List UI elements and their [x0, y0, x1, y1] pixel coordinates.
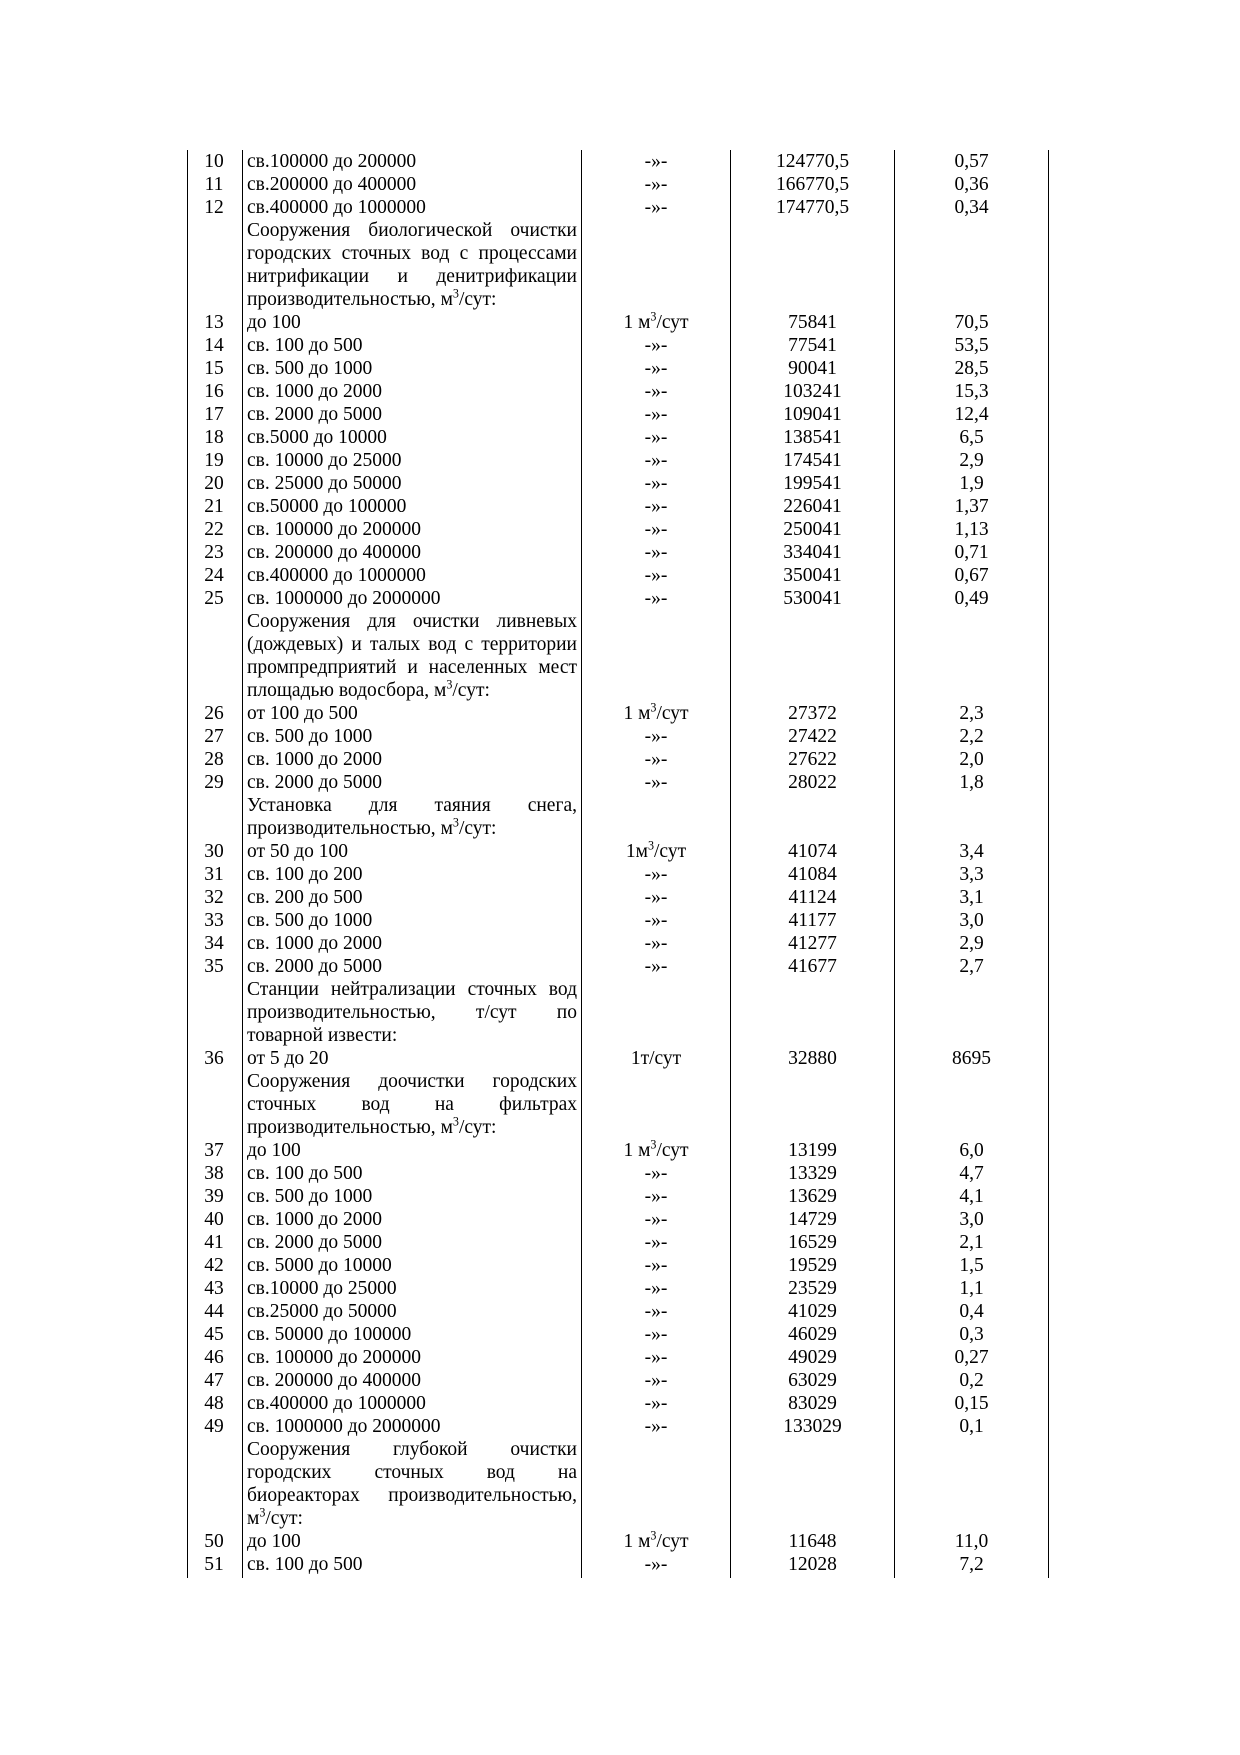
table-section-heading: [188, 978, 1049, 1047]
row-unit: -»-: [582, 1346, 731, 1369]
row-description: до 100: [243, 1139, 582, 1162]
table-row: [188, 1208, 1049, 1231]
row-base-value: 27422: [731, 725, 895, 748]
row-number: 25: [204, 588, 224, 609]
row-unit: -»-: [582, 196, 731, 219]
row-number: 43: [204, 1278, 224, 1299]
row-unit: [582, 1070, 731, 1139]
row-unit: [582, 978, 731, 1047]
row-coefficient: 8695: [952, 1048, 991, 1069]
row-base-value: 334041: [731, 541, 895, 564]
row-base-value: [731, 1070, 895, 1139]
row-description: св. 50000 до 100000: [243, 1323, 582, 1346]
row-unit: -»-: [582, 1415, 731, 1438]
row-number: 22: [204, 519, 224, 540]
table-row: [188, 702, 1049, 725]
table-row: [188, 955, 1049, 978]
row-base-value: [731, 978, 895, 1047]
table-row: [188, 1300, 1049, 1323]
row-coefficient: 0,71: [954, 542, 989, 563]
row-base-value: 199541: [731, 472, 895, 495]
row-base-value: 12028: [731, 1553, 895, 1578]
row-coefficient: 0,36: [954, 174, 989, 195]
row-number: [188, 219, 243, 311]
row-number: [188, 1070, 243, 1139]
row-coefficient: 0,1: [959, 1416, 984, 1437]
row-description: от 50 до 100: [243, 840, 582, 863]
row-coefficient: 1,5: [959, 1255, 984, 1276]
row-number: 17: [204, 404, 224, 425]
row-number: 48: [204, 1393, 224, 1414]
row-number: 40: [204, 1209, 224, 1230]
row-coefficient: 0,34: [954, 197, 989, 218]
row-description: св. 100 до 200: [243, 863, 582, 886]
row-base-value: 13629: [731, 1185, 895, 1208]
row-description: св. 25000 до 50000: [243, 472, 582, 495]
row-description: св. 200000 до 400000: [243, 1369, 582, 1392]
row-description: св. 1000 до 2000: [243, 380, 582, 403]
row-number: 42: [204, 1255, 224, 1276]
row-base-value: 226041: [731, 495, 895, 518]
row-unit: -»-: [582, 1323, 731, 1346]
row-coefficient: 0,2: [959, 1370, 984, 1391]
row-number: 41: [204, 1232, 224, 1253]
row-base-value: 19529: [731, 1254, 895, 1277]
row-description: св.400000 до 1000000: [243, 1392, 582, 1415]
row-description: св. 2000 до 5000: [243, 771, 582, 794]
row-description: св. 500 до 1000: [243, 357, 582, 380]
table-row: [188, 932, 1049, 955]
row-coefficient: 7,2: [959, 1554, 984, 1575]
table-row: [188, 1415, 1049, 1438]
row-unit: -»-: [582, 541, 731, 564]
row-description: св.200000 до 400000: [243, 173, 582, 196]
row-number: 14: [204, 335, 224, 356]
row-description: св. 500 до 1000: [243, 725, 582, 748]
row-base-value: 530041: [731, 587, 895, 610]
row-coefficient: [895, 1438, 1049, 1530]
row-number: 24: [204, 565, 224, 586]
table-body: [188, 150, 1049, 1578]
row-unit: -»-: [582, 932, 731, 955]
row-coefficient: 12,4: [954, 404, 989, 425]
table-row: [188, 449, 1049, 472]
row-coefficient: 4,1: [959, 1186, 984, 1207]
row-description: от 5 до 20: [243, 1047, 582, 1070]
row-number: 12: [204, 197, 224, 218]
row-description: Станции нейтрализации сточных вод производительностью, т/сут по товарной извести:: [243, 978, 582, 1047]
table-row: [188, 403, 1049, 426]
row-coefficient: 3,4: [959, 841, 984, 862]
row-number: 13: [204, 312, 224, 333]
row-number: [188, 610, 243, 702]
row-base-value: 174541: [731, 449, 895, 472]
row-unit: -»-: [582, 955, 731, 978]
row-coefficient: 0,3: [959, 1324, 984, 1345]
row-base-value: 13329: [731, 1162, 895, 1185]
table-row: [188, 725, 1049, 748]
row-unit: -»-: [582, 1208, 731, 1231]
row-description: св. 1000 до 2000: [243, 1208, 582, 1231]
row-number: 10: [204, 151, 224, 172]
row-number: 30: [204, 841, 224, 862]
row-coefficient: 3,1: [959, 887, 984, 908]
row-coefficient: 2,2: [959, 726, 984, 747]
cost-table: [187, 150, 1049, 1578]
row-unit: 1 $м^3$/сут: [582, 1530, 731, 1553]
row-unit: -»-: [582, 1185, 731, 1208]
row-number: 47: [204, 1370, 224, 1391]
row-base-value: 77541: [731, 334, 895, 357]
row-description: св. 5000 до 10000: [243, 1254, 582, 1277]
row-unit: [582, 610, 731, 702]
row-description: св. 1000 до 2000: [243, 748, 582, 771]
row-unit: -»-: [582, 426, 731, 449]
row-base-value: [731, 610, 895, 702]
row-unit: 1 $м^3$/сут: [582, 702, 731, 725]
row-unit: -»-: [582, 334, 731, 357]
row-unit: -»-: [582, 449, 731, 472]
row-unit: -»-: [582, 748, 731, 771]
row-coefficient: 4,7: [959, 1163, 984, 1184]
row-base-value: 124770,5: [731, 150, 895, 173]
table-row: [188, 334, 1049, 357]
row-number: 46: [204, 1347, 224, 1368]
row-coefficient: 1,37: [954, 496, 989, 517]
row-base-value: 41277: [731, 932, 895, 955]
row-description: от 100 до 500: [243, 702, 582, 725]
row-unit: 1 $м^3$/сут: [582, 311, 731, 334]
table-row: [188, 472, 1049, 495]
row-base-value: 16529: [731, 1231, 895, 1254]
row-base-value: 63029: [731, 1369, 895, 1392]
row-description: св. 200000 до 400000: [243, 541, 582, 564]
row-base-value: 27622: [731, 748, 895, 771]
row-base-value: 174770,5: [731, 196, 895, 219]
row-unit: -»-: [582, 1162, 731, 1185]
row-coefficient: 2,1: [959, 1232, 984, 1253]
row-number: 45: [204, 1324, 224, 1345]
row-number: 31: [204, 864, 224, 885]
row-description: св. 10000 до 25000: [243, 449, 582, 472]
row-coefficient: 6,5: [959, 427, 984, 448]
row-description: Сооружения доочистки городских сточных вод на фильтрах производительностью, $м^3$/сут:: [243, 1070, 582, 1139]
row-number: [188, 794, 243, 840]
row-base-value: 27372: [731, 702, 895, 725]
table-section-heading: [188, 1438, 1049, 1530]
row-number: 19: [204, 450, 224, 471]
row-base-value: [731, 219, 895, 311]
row-base-value: [731, 794, 895, 840]
row-unit: [582, 794, 731, 840]
table-row: [188, 1185, 1049, 1208]
row-number: 49: [204, 1416, 224, 1437]
row-description: до 100: [243, 1530, 582, 1553]
row-base-value: 41029: [731, 1300, 895, 1323]
table-row: [188, 1530, 1049, 1553]
row-description: св.400000 до 1000000: [243, 196, 582, 219]
row-base-value: 75841: [731, 311, 895, 334]
row-coefficient: 0,67: [954, 565, 989, 586]
row-unit: -»-: [582, 1553, 731, 1578]
row-coefficient: 28,5: [954, 358, 989, 379]
row-number: 39: [204, 1186, 224, 1207]
row-number: 23: [204, 542, 224, 563]
row-coefficient: 2,9: [959, 450, 984, 471]
row-unit: -»-: [582, 173, 731, 196]
row-number: 28: [204, 749, 224, 770]
row-base-value: 90041: [731, 357, 895, 380]
row-description: св.5000 до 10000: [243, 426, 582, 449]
table-row: [188, 771, 1049, 794]
row-number: 26: [204, 703, 224, 724]
table-row: [188, 150, 1049, 173]
row-number: [188, 1438, 243, 1530]
row-unit: 1 $м^3$/сут: [582, 1139, 731, 1162]
row-unit: -»-: [582, 886, 731, 909]
row-unit: -»-: [582, 357, 731, 380]
table-row: [188, 196, 1049, 219]
row-description: св. 1000 до 2000: [243, 932, 582, 955]
table-row: [188, 1392, 1049, 1415]
row-number: 51: [204, 1554, 224, 1575]
row-coefficient: 1,1: [959, 1278, 984, 1299]
table-row: [188, 587, 1049, 610]
row-coefficient: 1,8: [959, 772, 984, 793]
row-number: 44: [204, 1301, 224, 1322]
row-unit: -»-: [582, 587, 731, 610]
table-row: [188, 1047, 1049, 1070]
row-base-value: 41177: [731, 909, 895, 932]
row-unit: [582, 219, 731, 311]
row-description: св. 100 до 500: [243, 334, 582, 357]
row-description: Сооружения глубокой очистки городских сточных вод на биореакторах производительностью, $м^3$/сут:: [243, 1438, 582, 1530]
row-description: св. 500 до 1000: [243, 909, 582, 932]
row-coefficient: 1,13: [954, 519, 989, 540]
table-row: [188, 380, 1049, 403]
row-unit: -»-: [582, 1231, 731, 1254]
table-row: [188, 495, 1049, 518]
row-number: 32: [204, 887, 224, 908]
row-description: св.10000 до 25000: [243, 1277, 582, 1300]
row-unit: -»-: [582, 771, 731, 794]
row-number: 34: [204, 933, 224, 954]
row-number: 38: [204, 1163, 224, 1184]
row-number: 27: [204, 726, 224, 747]
table-row: [188, 863, 1049, 886]
row-base-value: 23529: [731, 1277, 895, 1300]
row-number: 35: [204, 956, 224, 977]
row-unit: -»-: [582, 1392, 731, 1415]
row-coefficient: 1,9: [959, 473, 984, 494]
row-unit: -»-: [582, 1254, 731, 1277]
row-coefficient: 2,7: [959, 956, 984, 977]
table-row: [188, 518, 1049, 541]
row-number: 29: [204, 772, 224, 793]
row-description: св.100000 до 200000: [243, 150, 582, 173]
table-row: [188, 840, 1049, 863]
table-row: [188, 1346, 1049, 1369]
row-coefficient: 6,0: [959, 1140, 984, 1161]
table-row: [188, 357, 1049, 380]
row-coefficient: 0,15: [954, 1393, 989, 1414]
table-row: [188, 173, 1049, 196]
row-base-value: 109041: [731, 403, 895, 426]
row-base-value: 350041: [731, 564, 895, 587]
row-base-value: 138541: [731, 426, 895, 449]
row-description: св. 100 до 500: [243, 1162, 582, 1185]
table-row: [188, 1277, 1049, 1300]
row-base-value: 11648: [731, 1530, 895, 1553]
row-description: св. 200 до 500: [243, 886, 582, 909]
row-coefficient: 15,3: [954, 381, 989, 402]
table-section-heading: [188, 794, 1049, 840]
row-base-value: 41677: [731, 955, 895, 978]
row-unit: -»-: [582, 1300, 731, 1323]
row-unit: -»-: [582, 564, 731, 587]
row-number: 33: [204, 910, 224, 931]
row-coefficient: 0,27: [954, 1347, 989, 1368]
row-number: 21: [204, 496, 224, 517]
row-description: св. 1000000 до 2000000: [243, 1415, 582, 1438]
row-base-value: 250041: [731, 518, 895, 541]
row-base-value: 83029: [731, 1392, 895, 1415]
row-base-value: 166770,5: [731, 173, 895, 196]
row-coefficient: 0,4: [959, 1301, 984, 1322]
table-section-heading: [188, 219, 1049, 311]
row-base-value: 32880: [731, 1047, 895, 1070]
row-unit: [582, 1438, 731, 1530]
row-number: [188, 978, 243, 1047]
row-description: Сооружения для очистки ливневых (дождевых) и талых вод с территории промпредприятий и населенных мест площадью водосбора, $м^3$/сут:: [243, 610, 582, 702]
row-unit: -»-: [582, 403, 731, 426]
table-row: [188, 1323, 1049, 1346]
row-unit: -»-: [582, 1369, 731, 1392]
row-description: св. 2000 до 5000: [243, 955, 582, 978]
table-row: [188, 748, 1049, 771]
row-number: 11: [204, 174, 224, 195]
table-row: [188, 886, 1049, 909]
row-base-value: 13199: [731, 1139, 895, 1162]
row-description: св. 2000 до 5000: [243, 1231, 582, 1254]
row-unit: -»-: [582, 150, 731, 173]
table-row: [188, 1254, 1049, 1277]
table-row: [188, 1369, 1049, 1392]
row-number: 20: [204, 473, 224, 494]
row-coefficient: 53,5: [954, 335, 989, 356]
row-number: 15: [204, 358, 224, 379]
row-coefficient: 2,9: [959, 933, 984, 954]
table-row: [188, 909, 1049, 932]
row-coefficient: [895, 610, 1049, 702]
table-row: [188, 541, 1049, 564]
row-description: Сооружения биологической очистки городских сточных вод с процессами нитрификации и денитрификации производительностью, $м^3$/сут:: [243, 219, 582, 311]
row-base-value: 46029: [731, 1323, 895, 1346]
row-coefficient: [895, 794, 1049, 840]
row-coefficient: [895, 978, 1049, 1047]
row-coefficient: 3,0: [959, 1209, 984, 1230]
row-description: св.50000 до 100000: [243, 495, 582, 518]
row-description: Установка для таяния снега, производительностью, $м^3$/сут:: [243, 794, 582, 840]
row-number: 16: [204, 381, 224, 402]
row-unit: -»-: [582, 518, 731, 541]
row-number: 18: [204, 427, 224, 448]
table-row: [188, 311, 1049, 334]
row-description: св. 100000 до 200000: [243, 1346, 582, 1369]
row-base-value: 133029: [731, 1415, 895, 1438]
row-coefficient: 0,57: [954, 151, 989, 172]
row-unit: 1т/сут: [582, 1047, 731, 1070]
row-description: св. 2000 до 5000: [243, 403, 582, 426]
row-coefficient: 2,0: [959, 749, 984, 770]
row-coefficient: 3,0: [959, 910, 984, 931]
row-unit: $1м^3$/сут: [582, 840, 731, 863]
row-description: до 100: [243, 311, 582, 334]
row-coefficient: [895, 219, 1049, 311]
row-description: св.25000 до 50000: [243, 1300, 582, 1323]
row-unit: -»-: [582, 909, 731, 932]
row-number: 50: [204, 1531, 224, 1552]
row-unit: -»-: [582, 1277, 731, 1300]
row-coefficient: 11,0: [954, 1531, 989, 1552]
row-coefficient: 3,3: [959, 864, 984, 885]
row-base-value: [731, 1438, 895, 1530]
table-row: [188, 564, 1049, 587]
row-unit: -»-: [582, 495, 731, 518]
table-row: [188, 1139, 1049, 1162]
row-coefficient: 0,49: [954, 588, 989, 609]
table-row: [188, 1162, 1049, 1185]
table-row: [188, 1553, 1049, 1578]
row-number: 37: [204, 1140, 224, 1161]
row-base-value: 41074: [731, 840, 895, 863]
row-unit: -»-: [582, 380, 731, 403]
row-description: св. 1000000 до 2000000: [243, 587, 582, 610]
row-base-value: 41124: [731, 886, 895, 909]
row-description: св. 500 до 1000: [243, 1185, 582, 1208]
row-coefficient: 2,3: [959, 703, 984, 724]
row-unit: -»-: [582, 863, 731, 886]
row-base-value: 41084: [731, 863, 895, 886]
row-base-value: 28022: [731, 771, 895, 794]
table-row: [188, 426, 1049, 449]
row-base-value: 49029: [731, 1346, 895, 1369]
row-base-value: 14729: [731, 1208, 895, 1231]
row-description: св.400000 до 1000000: [243, 564, 582, 587]
row-unit: -»-: [582, 472, 731, 495]
table-row: [188, 1231, 1049, 1254]
row-base-value: 103241: [731, 380, 895, 403]
row-coefficient: 70,5: [954, 312, 989, 333]
row-coefficient: [895, 1070, 1049, 1139]
table-section-heading: [188, 1070, 1049, 1139]
row-description: св. 100000 до 200000: [243, 518, 582, 541]
table-section-heading: [188, 610, 1049, 702]
row-number: 36: [204, 1048, 224, 1069]
row-description: св. 100 до 500: [243, 1553, 582, 1578]
row-unit: -»-: [582, 725, 731, 748]
